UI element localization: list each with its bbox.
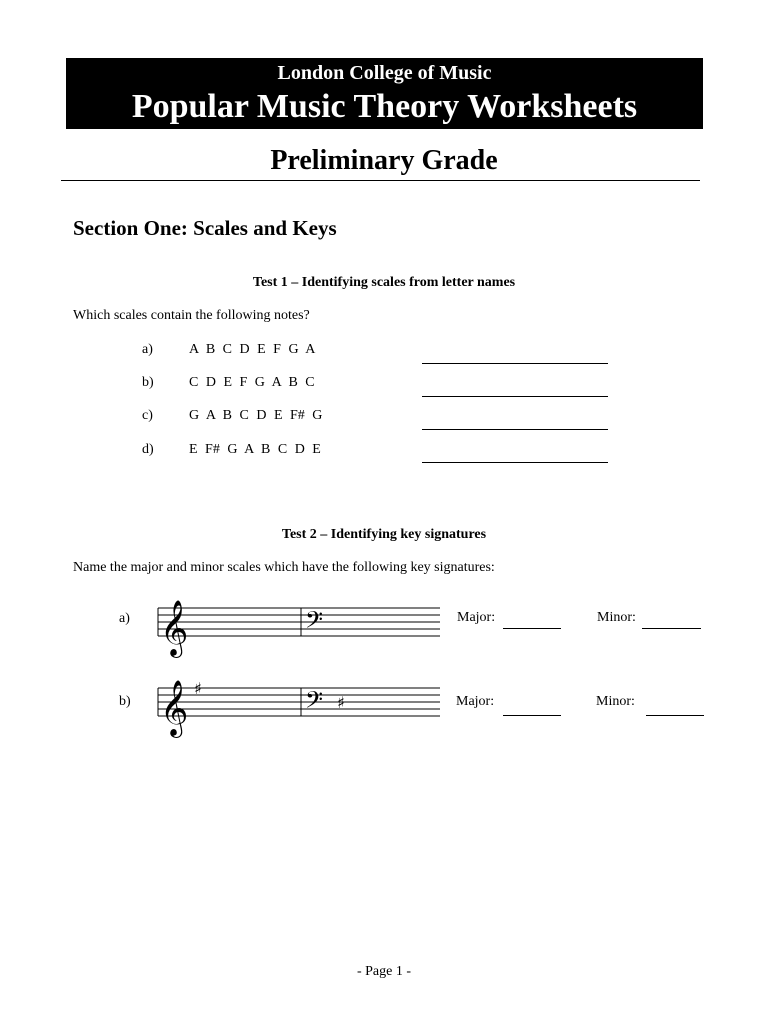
test1-title: Test 1 – Identifying scales from letter names	[252, 275, 516, 290]
grade-heading: Preliminary Grade	[270, 145, 498, 176]
test1-question-notes: C D E F G A B C	[189, 375, 315, 390]
test2-instruction: Name the major and minor scales which have the following key signatures:	[73, 560, 495, 575]
minor-label: Minor:	[597, 610, 636, 625]
test2-question-letter: a)	[119, 611, 130, 626]
page-number: - Page 1 -	[356, 964, 412, 979]
major-answer-blank[interactable]	[503, 715, 561, 716]
major-label: Major:	[457, 610, 496, 625]
minor-answer-blank[interactable]	[642, 628, 701, 629]
grade-divider	[61, 180, 700, 181]
minor-label: Minor:	[596, 694, 635, 709]
key-signature-staff	[150, 592, 450, 662]
treble-clef-icon: 𝄞	[160, 680, 189, 736]
test1-answer-line[interactable]	[422, 462, 608, 463]
staff-lines	[158, 608, 440, 636]
test2-question-letter: b)	[119, 694, 131, 709]
test1-answer-line[interactable]	[422, 363, 608, 364]
bass-clef-icon: 𝄢	[305, 686, 324, 719]
bass-clef-icon: 𝄢	[305, 606, 324, 639]
test2-title: Test 2 – Identifying key signatures	[281, 527, 487, 542]
section-title: Section One: Scales and Keys	[73, 216, 337, 240]
test1-instruction: Which scales contain the following notes?	[73, 308, 310, 323]
test1-question-notes: G A B C D E F# G	[189, 408, 323, 423]
major-answer-blank[interactable]	[503, 628, 561, 629]
test1-question-letter: a)	[142, 342, 153, 357]
worksheet-title: Popular Music Theory Worksheets	[131, 88, 638, 125]
minor-answer-blank[interactable]	[646, 715, 704, 716]
major-label: Major:	[456, 694, 495, 709]
test1-question-letter: c)	[142, 408, 153, 423]
test1-answer-line[interactable]	[422, 396, 608, 397]
test1-question-notes: A B C D E F G A	[189, 342, 316, 357]
treble-clef-icon: 𝄞	[160, 600, 189, 656]
test1-question-notes: E F# G A B C D E	[189, 442, 321, 457]
sharp-icon: ♯	[337, 693, 345, 712]
key-signature-staff	[150, 672, 450, 742]
sharp-icon: ♯	[194, 679, 202, 698]
test1-answer-line[interactable]	[422, 429, 608, 430]
title-banner	[66, 58, 703, 129]
test1-question-letter: d)	[142, 442, 154, 457]
college-name: London College of Music	[277, 62, 492, 84]
test1-question-letter: b)	[142, 375, 154, 390]
